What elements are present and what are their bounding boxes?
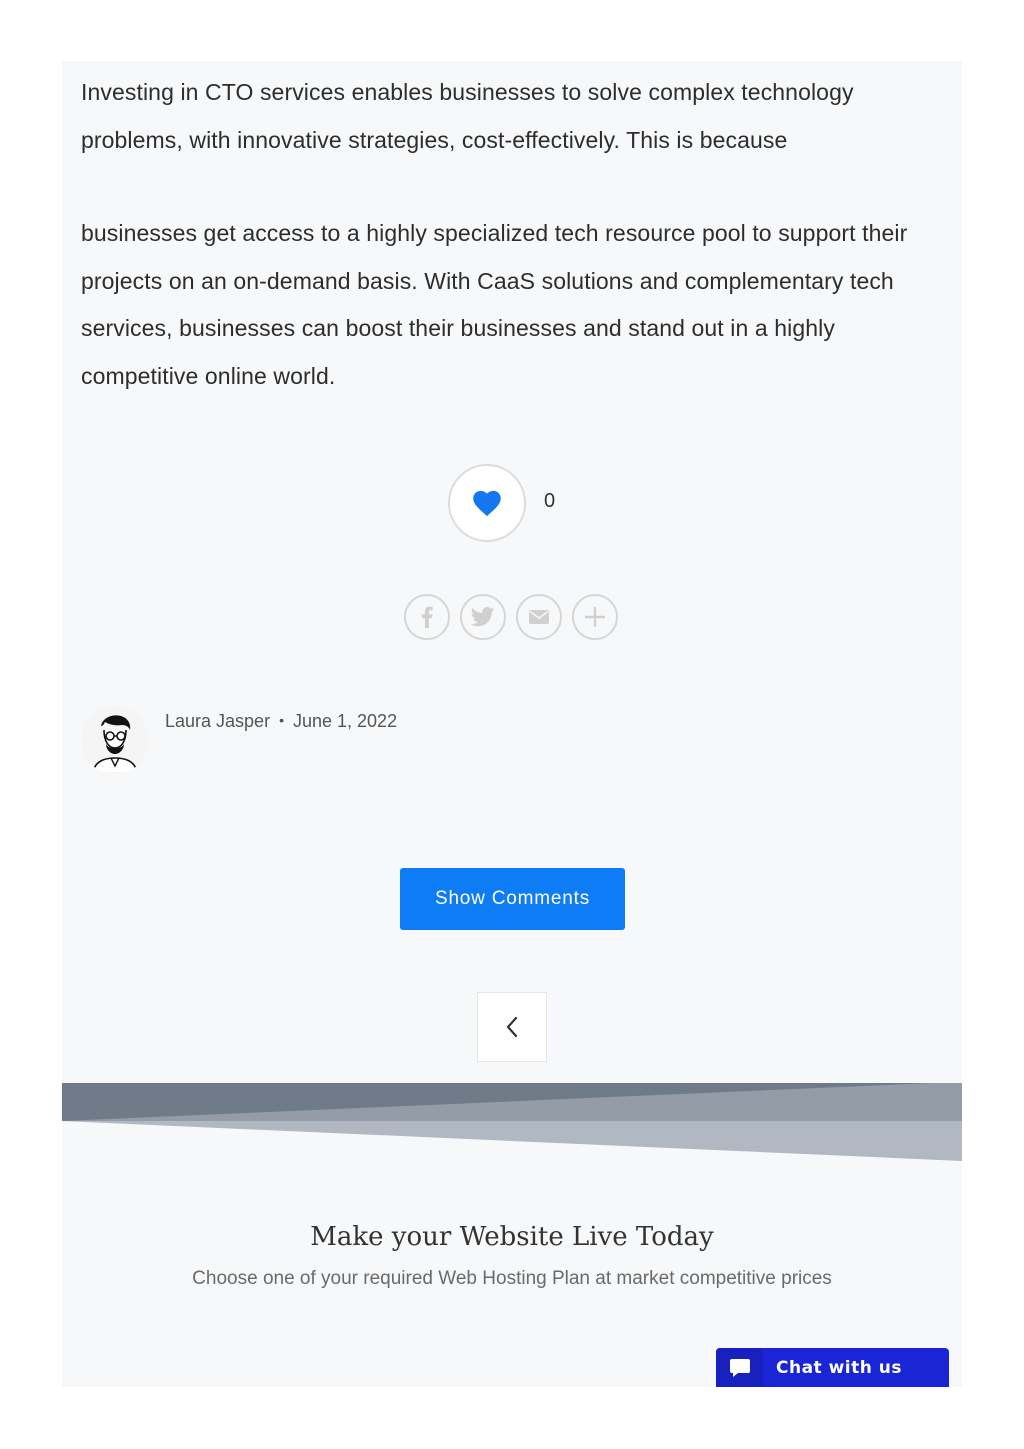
author-name[interactable]: Laura Jasper	[165, 711, 271, 731]
heart-icon	[472, 489, 502, 517]
article-paragraph: businesses get access to a highly specialized tech resource pool to support their projects on an on-demand basis. With CaaS solutions and complementary tech services, businesses can boost their businesses and stand out in a highly competitive online world.	[81, 220, 908, 389]
chat-widget-button[interactable]	[716, 1348, 949, 1387]
post-date[interactable]: June 1, 2022	[292, 711, 398, 731]
facebook-icon	[420, 606, 434, 628]
email-icon	[529, 609, 549, 625]
cta-title: Make your Website Live Today	[310, 1222, 714, 1252]
article-paragraph: Investing in CTO services enables businesses to solve complex technology problems, with innovative strategies, cost-effectively. This is because	[81, 79, 854, 153]
chevron-left-icon	[505, 1016, 519, 1038]
meta-separator: •	[279, 712, 284, 728]
share-email-button[interactable]	[516, 594, 562, 640]
chat-label: Chat with us	[776, 1357, 902, 1378]
share-more-button[interactable]	[572, 594, 618, 640]
share-buttons	[404, 594, 618, 640]
post-meta	[165, 711, 397, 732]
article-page	[62, 61, 962, 1387]
previous-post-button[interactable]	[477, 992, 547, 1062]
author-portrait-icon	[81, 706, 149, 774]
show-comments-button[interactable]: Show Comments	[400, 868, 625, 930]
like-count: 0	[544, 490, 556, 512]
like-button[interactable]	[448, 464, 526, 542]
chat-bubble-icon	[729, 1357, 751, 1379]
share-facebook-button[interactable]	[404, 594, 450, 640]
section-divider	[62, 1083, 962, 1161]
chat-icon-box	[716, 1348, 763, 1387]
plus-icon	[585, 607, 605, 627]
cta-subtitle: Choose one of your required Web Hosting Plan at market competitive prices	[192, 1268, 832, 1289]
avatar[interactable]	[81, 706, 149, 774]
twitter-icon	[471, 607, 495, 627]
share-twitter-button[interactable]	[460, 594, 506, 640]
